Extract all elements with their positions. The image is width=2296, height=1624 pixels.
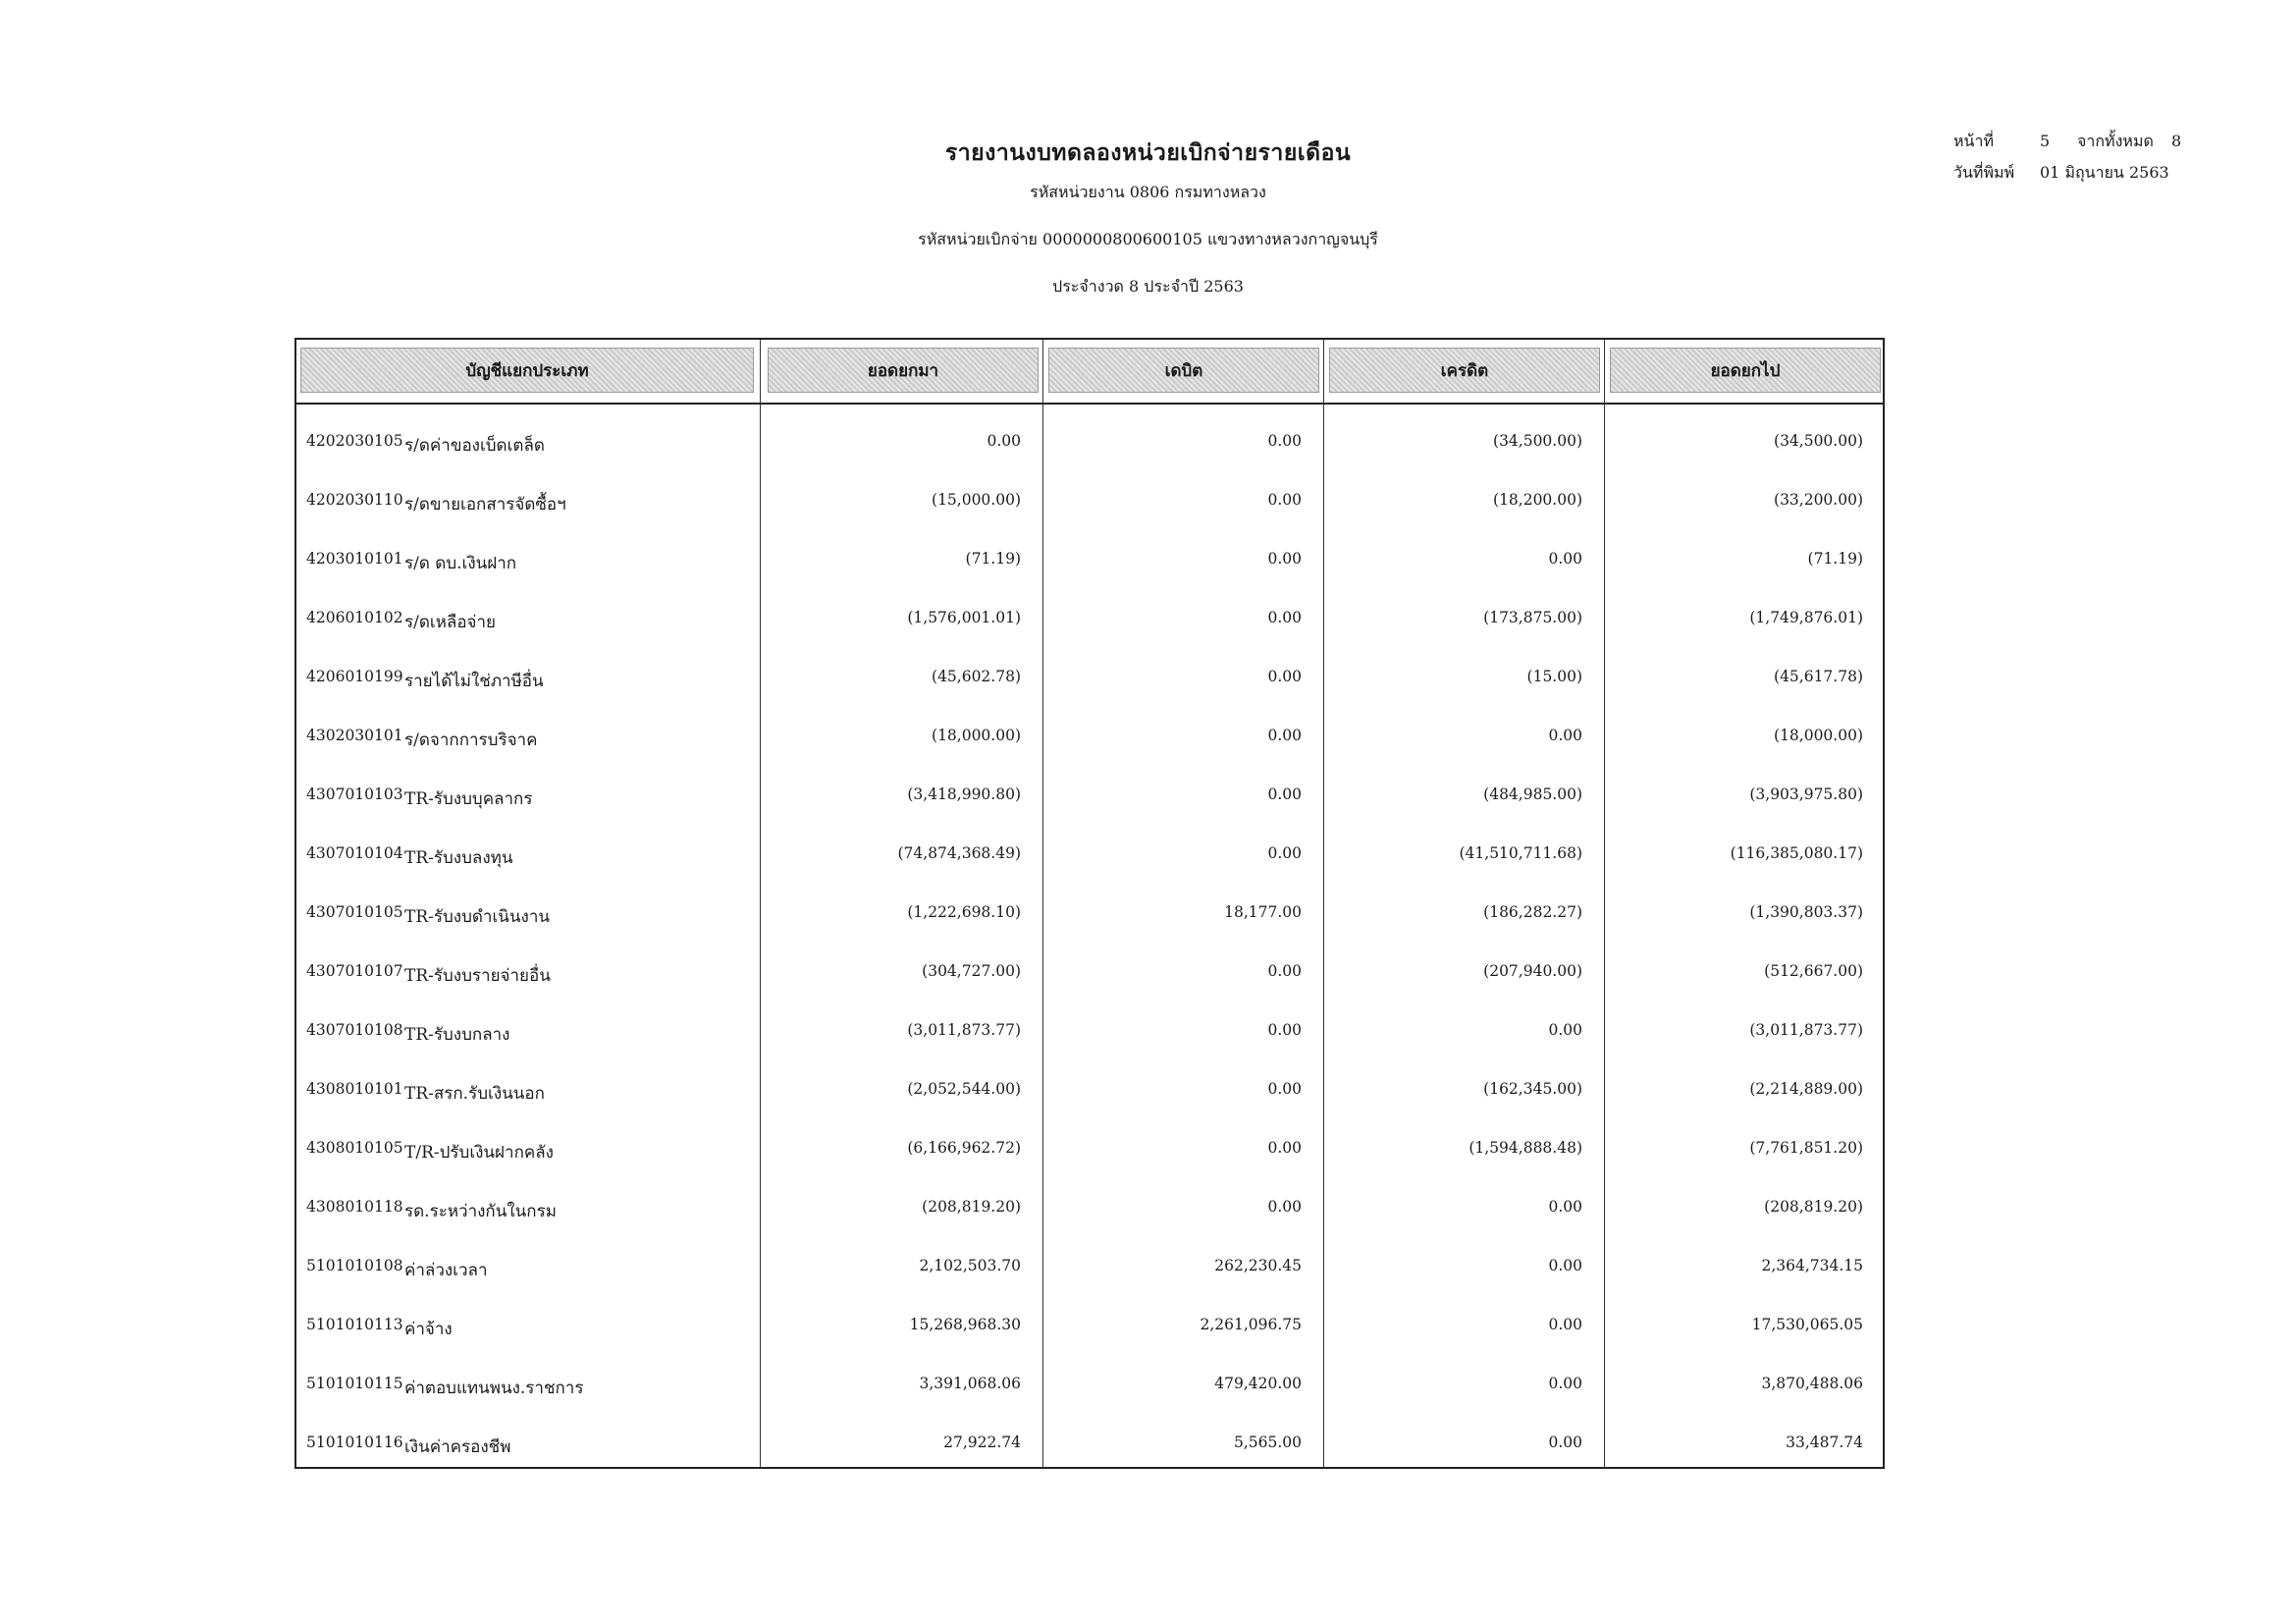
column-header-debit: เดบิต [1048,348,1319,393]
carried-forward-value: (45,617.78) [1774,668,1863,685]
disbursement-unit-line: รหัสหน่วยเบิกจ่าย 0000000800600105 แขวงทางหลวงกาญจนบุรี [918,230,1378,248]
carried-forward-value: (2,214,889.00) [1749,1080,1863,1098]
table-row [296,1416,1883,1475]
account-name: TR-รับงบลงทุน [404,848,513,868]
credit-value: (18,200.00) [1493,491,1582,509]
carried-forward-value: (71.19) [1807,550,1863,568]
debit-value: 262,230.45 [1214,1257,1302,1274]
table-row [296,473,1883,532]
debit-value: 0.00 [1267,785,1302,803]
brought-forward-value: 15,268,968.30 [909,1316,1021,1333]
table-row [296,1003,1883,1062]
credit-value: 0.00 [1548,1198,1582,1216]
account-code: 4307010104 [306,844,403,862]
account-name: เงินค่าครองชีพ [404,1437,511,1457]
debit-value: 0.00 [1267,609,1302,626]
carried-forward-value: (512,667.00) [1764,962,1863,980]
carried-forward-value: (1,390,803.37) [1749,903,1863,921]
account-name: ค่าจ้าง [404,1320,453,1339]
credit-value: (41,510,711.68) [1459,844,1582,862]
carried-forward-value: (1,749,876.01) [1749,609,1863,626]
brought-forward-value: 0.00 [987,432,1021,450]
carried-forward-value: (18,000.00) [1774,727,1863,744]
account-name: ร/ดค่าของเบ็ดเตล็ด [404,436,545,456]
table-row [296,591,1883,650]
table-row [296,945,1883,1003]
brought-forward-value: 27,922.74 [943,1434,1021,1451]
brought-forward-value: (6,166,962.72) [907,1139,1021,1157]
brought-forward-value: (3,418,990.80) [907,785,1021,803]
table-row [296,1357,1883,1416]
debit-value: 0.00 [1267,668,1302,685]
agency-line: รหัสหน่วยงาน 0806 กรมทางหลวง [1030,183,1266,201]
brought-forward-value: (18,000.00) [932,727,1021,744]
account-name: ค่าตอบแทนพนง.ราชการ [404,1379,584,1398]
carried-forward-value: 2,364,734.15 [1761,1257,1863,1274]
column-header-credit: เครดิต [1329,348,1600,393]
brought-forward-value: (71.19) [965,550,1021,568]
credit-value: 0.00 [1548,1257,1582,1274]
account-code: 4202030110 [306,491,403,509]
account-name: ร/ดขายเอกสารจัดซื้อฯ [404,495,566,514]
debit-value: 2,261,096.75 [1200,1316,1302,1333]
account-name: TR-รับงบรายจ่ายอื่น [404,966,551,986]
account-code: 4203010101 [306,550,403,568]
brought-forward-value: (74,874,368.49) [897,844,1021,862]
account-code: 4206010102 [306,609,403,626]
account-name: รด.ระหว่างกันในกรม [404,1202,557,1221]
brought-forward-value: (45,602.78) [932,668,1021,685]
debit-value: 0.00 [1267,1139,1302,1157]
brought-forward-value: (1,576,001.01) [907,609,1021,626]
table-row [296,886,1883,945]
brought-forward-value: 2,102,503.70 [919,1257,1021,1274]
carried-forward-value: 33,487.74 [1786,1434,1863,1451]
table-row [296,768,1883,827]
account-code: 4308010118 [306,1198,403,1216]
print-date-label: วันที่พิมพ์ [1953,163,2015,182]
debit-value: 0.00 [1267,432,1302,450]
table-row [296,532,1883,591]
carried-forward-value: (3,011,873.77) [1749,1021,1863,1039]
credit-value: (484,985.00) [1483,785,1582,803]
carried-forward-value: (33,200.00) [1774,491,1863,509]
account-name: ร/ด ดบ.เงินฝาก [404,554,517,573]
table-row [296,1062,1883,1121]
debit-value: 0.00 [1267,550,1302,568]
credit-value: (1,594,888.48) [1468,1139,1582,1157]
table-row [296,650,1883,709]
account-code: 4307010105 [306,903,403,921]
debit-value: 0.00 [1267,844,1302,862]
credit-value: (162,345.00) [1483,1080,1582,1098]
carried-forward-value: 17,530,065.05 [1751,1316,1863,1333]
debit-value: 0.00 [1267,491,1302,509]
column-header-brought-forward: ยอดยกมา [768,348,1039,393]
debit-value: 0.00 [1267,1080,1302,1098]
carried-forward-value: (208,819.20) [1764,1198,1863,1216]
account-code: 4308010105 [306,1139,403,1157]
table-header [296,340,1883,405]
account-code: 4307010107 [306,962,403,980]
account-code: 4307010108 [306,1021,403,1039]
brought-forward-value: (3,011,873.77) [907,1021,1021,1039]
account-code: 4308010101 [306,1080,403,1098]
trial-balance-table [294,338,1885,1469]
account-code: 5101010108 [306,1257,403,1274]
credit-value: 0.00 [1548,1316,1582,1333]
carried-forward-value: (116,385,080.17) [1730,844,1863,862]
table-row [296,1239,1883,1298]
debit-value: 0.00 [1267,1198,1302,1216]
brought-forward-value: (2,052,544.00) [907,1080,1021,1098]
page-total-label: จากทั้งหมด [2077,132,2154,150]
credit-value: (34,500.00) [1493,432,1582,450]
page-label: หน้าที่ [1953,132,1995,150]
account-name: ร/ดเหลือจ่าย [404,613,497,632]
brought-forward-value: (1,222,698.10) [907,903,1021,921]
account-code: 4202030105 [306,432,403,450]
report-title: รายงานงบทดลองหน่วยเบิกจ่ายรายเดือน [944,139,1352,166]
credit-value: (15.00) [1526,668,1582,685]
page-number: 5 [2040,132,2051,150]
period-line: ประจำงวด 8 ประจำปี 2563 [1052,277,1244,296]
table-row [296,1298,1883,1357]
table-row [296,414,1883,473]
debit-value: 18,177.00 [1224,903,1302,921]
carried-forward-value: (3,903,975.80) [1749,785,1863,803]
credit-value: 0.00 [1548,1434,1582,1451]
debit-value: 0.00 [1267,1021,1302,1039]
account-name: TR-รับงบดำเนินงาน [404,907,551,927]
table-row [296,1180,1883,1239]
print-date: 01 มิถุนายน 2563 [2040,163,2169,182]
account-code: 4302030101 [306,727,403,744]
table-row [296,1121,1883,1180]
account-code: 5101010113 [306,1316,403,1333]
carried-forward-value: 3,870,488.06 [1761,1375,1863,1392]
credit-value: 0.00 [1548,1021,1582,1039]
table-row [296,827,1883,886]
account-name: TR-สรก.รับเงินนอก [404,1084,545,1104]
credit-value: (207,940.00) [1483,962,1582,980]
debit-value: 5,565.00 [1233,1434,1302,1451]
debit-value: 0.00 [1267,727,1302,744]
account-code: 5101010116 [306,1434,403,1451]
debit-value: 0.00 [1267,962,1302,980]
column-header-account: บัญชีแยกประเภท [300,348,754,393]
credit-value: (173,875.00) [1483,609,1582,626]
account-name: TR-รับงบกลาง [404,1025,510,1045]
brought-forward-value: (304,727.00) [922,962,1021,980]
brought-forward-value: 3,391,068.06 [919,1375,1021,1392]
account-name: ร/ดจากการบริจาค [404,731,538,750]
brought-forward-value: (15,000.00) [932,491,1021,509]
debit-value: 479,420.00 [1214,1375,1302,1392]
account-name: รายได้ไม่ใช่ภาษีอื่น [404,672,544,691]
table-row [296,709,1883,768]
account-name: ค่าล่วงเวลา [404,1261,488,1280]
column-header-carried-forward: ยอดยกไป [1610,348,1881,393]
account-code: 5101010115 [306,1375,403,1392]
account-code: 4307010103 [306,785,403,803]
carried-forward-value: (34,500.00) [1774,432,1863,450]
credit-value: 0.00 [1548,550,1582,568]
account-name: TR-รับงบบุคลากร [404,789,533,809]
account-name: T/R-ปรับเงินฝากคลัง [404,1143,554,1163]
credit-value: 0.00 [1548,1375,1582,1392]
brought-forward-value: (208,819.20) [922,1198,1021,1216]
carried-forward-value: (7,761,851.20) [1749,1139,1863,1157]
credit-value: 0.00 [1548,727,1582,744]
print-date-info [1953,161,2169,186]
page-total: 8 [2171,132,2182,150]
account-code: 4206010199 [306,668,403,685]
page-info [1953,130,2181,154]
credit-value: (186,282.27) [1483,903,1582,921]
